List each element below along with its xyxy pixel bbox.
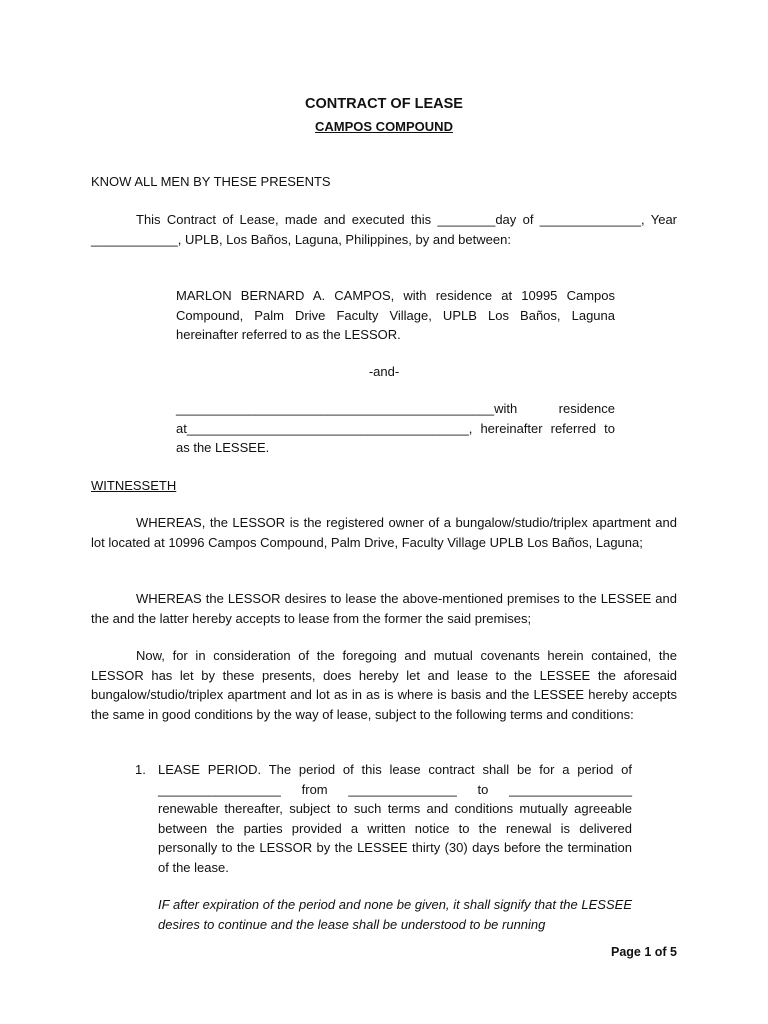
know-all-men-line: KNOW ALL MEN BY THESE PRESENTS	[91, 174, 331, 189]
whereas-lease-paragraph: WHEREAS the LESSOR desires to lease the above-mentioned premises to the LESSEE and the and the latter hereby accepts to lease from the former the said premises;	[91, 591, 677, 626]
document-title: CONTRACT OF LEASE	[305, 96, 463, 112]
page-number: Page 1 of 5	[611, 945, 677, 959]
lessor-paragraph: MARLON BERNARD A. CAMPOS, with residence at 10995 Campos Compound, Palm Drive Faculty Village, UPLB Los Baños, Laguna hereinafter referred to as the LESSOR.	[176, 288, 615, 342]
lessee-paragraph	[176, 399, 615, 458]
witnesseth-heading: WITNESSETH	[91, 478, 177, 493]
whereas-owner-paragraph: WHEREAS, the LESSOR is the registered owner of a bungalow/studio/triplex apartment and lot located at 10996 Campos Compound, Palm Drive, Faculty Village UPLB Los Baños, Laguna;	[91, 515, 677, 550]
lessee-designation-line: as the LESSEE.	[176, 440, 270, 455]
terms-list	[135, 760, 632, 930]
lessee-address-line: at_______________________________________, hereinafter referred to	[176, 420, 615, 436]
document-subtitle: CAMPOS COMPOUND	[315, 119, 453, 134]
lease-period-line: LEASE PERIOD. The period of this lease contract shall be for a period of	[158, 762, 632, 777]
lessee-name-line: ____________________________________________with residence	[176, 401, 615, 416]
intro-paragraph: This Contract of Lease, made and executed this ________day of ______________, Year ____________, UPLB, Los Baños, Laguna, Philippines, by and between:	[91, 212, 677, 247]
consideration-paragraph: Now, for in consideration of the foregoing and mutual covenants herein contained, the LESSOR has let by these presents, does hereby let and lease to the LESSEE the aforesaid bungalow/studio/triplex apartment and lot as in as is where is basis and the LESSEE hereby accepts the same in good conditions by the way of lease, subject to the following terms and conditions:	[91, 648, 677, 722]
lease-period-expiration-note: IF after expiration of the period and none be given, it shall signify that the LESSEE desires to continue and the lease shall be understood to be running	[158, 897, 632, 932]
and-separator: -and-	[368, 364, 400, 379]
lease-period-dates-line: _________________ from _______________ to _________________	[158, 781, 632, 797]
list-item-number: 1.	[135, 762, 146, 777]
list-item-lease-period	[158, 760, 632, 934]
lease-period-renewal-text: renewable thereafter, subject to such terms and conditions mutually agreeable between the parties provided a written notice to the renewal is delivered personally to the LESSOR by the LESSEE thirty (30) days before the termination of the lease.	[158, 801, 632, 875]
